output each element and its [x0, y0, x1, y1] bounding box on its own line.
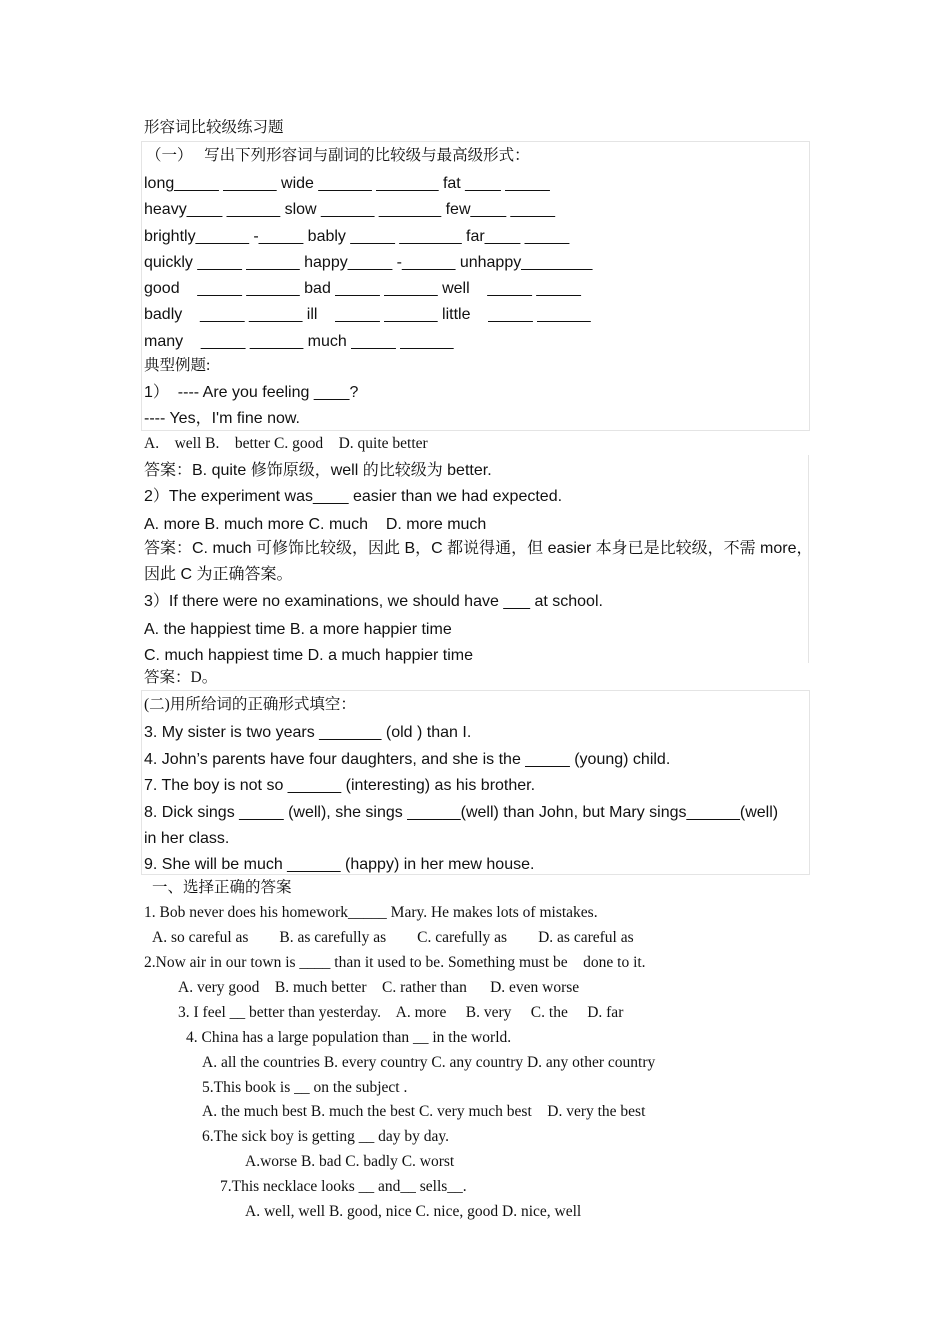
word-row: quickly _____ ______ happy_____ -______ unhappy________: [144, 254, 593, 271]
example-question-2: 2）The experiment was____ easier than we had expected.: [144, 488, 563, 505]
word-row: brightly______ -_____ bably _____ _______ far____ _____: [144, 228, 570, 245]
choice-options: A. so careful as B. as carefully as C. carefully as D. as careful as: [152, 929, 634, 946]
fill-item: 7. The boy is not so ______ (interesting) as his brother.: [144, 777, 536, 794]
table-frame-right-edge: [808, 455, 809, 663]
fill-item: 4. John’s parents have four daughters, and she is the _____ (young) child.: [144, 751, 671, 768]
example-question-3-answer: 答案：D。: [144, 669, 218, 686]
choice-question: 1. Bob never does his homework_____ Mary. He makes lots of mistakes.: [144, 904, 598, 921]
word-row: heavy____ ______ slow ______ _______ few____ _____: [144, 201, 556, 218]
example-question-3-options: C. much happiest time D. a much happier time: [144, 647, 474, 664]
example-question-1-options: A. well B. better C. good D. quite better: [144, 435, 428, 452]
choice-options: A.worse B. bad C. badly C. worst: [245, 1153, 455, 1170]
part2-heading: (二)用所给词的正确形式填空：: [144, 696, 356, 713]
choice-question: 3. I feel __ better than yesterday. A. more B. very C. the D. far: [178, 1004, 624, 1021]
examples-heading: 典型例题:: [144, 357, 211, 374]
word-row: long_____ ______ wide ______ _______ fat ____ _____: [144, 175, 550, 192]
word-row: many _____ ______ much _____ ______: [144, 333, 454, 350]
page-title: 形容词比较级练习题: [144, 119, 284, 136]
fill-item: 3. My sister is two years _______ (old ) than I.: [144, 724, 472, 741]
choice-question: 5.This book is __ on the subject .: [202, 1079, 408, 1096]
choice-question: 6.The sick boy is getting __ day by day.: [202, 1128, 449, 1145]
choice-options: A. well, well B. good, nice C. nice, good D. nice, well: [245, 1203, 582, 1220]
choice-question: 7.This necklace looks __ and__ sells__.: [220, 1178, 467, 1195]
word-row: good _____ ______ bad _____ ______ well _____ _____: [144, 280, 581, 297]
choice-question: 2.Now air in our town is ____ than it used to be. Something must be done to it.: [144, 954, 646, 971]
part1-heading: （一） 写出下列形容词与副词的比较级与最高级形式：: [146, 147, 530, 164]
fill-item: 8. Dick sings _____ (well), she sings ______(well) than John, but Mary sings______(well): [144, 804, 779, 821]
choice-options: A. all the countries B. every country C. any country D. any other country: [202, 1054, 656, 1071]
example-question-2-answer-cont: 因此 C 为正确答案。: [144, 566, 293, 583]
word-row: badly _____ ______ ill _____ ______ little _____ ______: [144, 306, 591, 323]
example-question-1: 1） ---- Are you feeling ____?: [144, 384, 359, 401]
choice-options: A. the much best B. much the best C. very much best D. very the best: [202, 1103, 646, 1120]
choice-question: 4. China has a large population than __ in the world.: [186, 1029, 512, 1046]
example-question-3-options: A. the happiest time B. a more happier time: [144, 621, 452, 638]
fill-item: 9. She will be much ______ (happy) in her mew house.: [144, 856, 535, 873]
example-question-1-answer: 答案：B. quite 修饰原级，well 的比较级为 better.: [144, 462, 492, 479]
example-question-2-options: A. more B. much more C. much D. more much: [144, 516, 487, 533]
example-question-2-answer: 答案：C. much 可修饰比较级，因此 B，C 都说得通，但 easier 本身已是比较级，不需 more，: [144, 540, 813, 557]
choice-options: A. very good B. much better C. rather than D. even worse: [178, 979, 580, 996]
part3-heading: 一、选择正确的答案: [152, 879, 292, 896]
example-question-1-reply: ---- Yes，I'm fine now.: [144, 410, 301, 427]
example-question-3: 3）If there were no examinations, we should have ___ at school.: [144, 593, 603, 610]
fill-item: in her class.: [144, 830, 230, 847]
